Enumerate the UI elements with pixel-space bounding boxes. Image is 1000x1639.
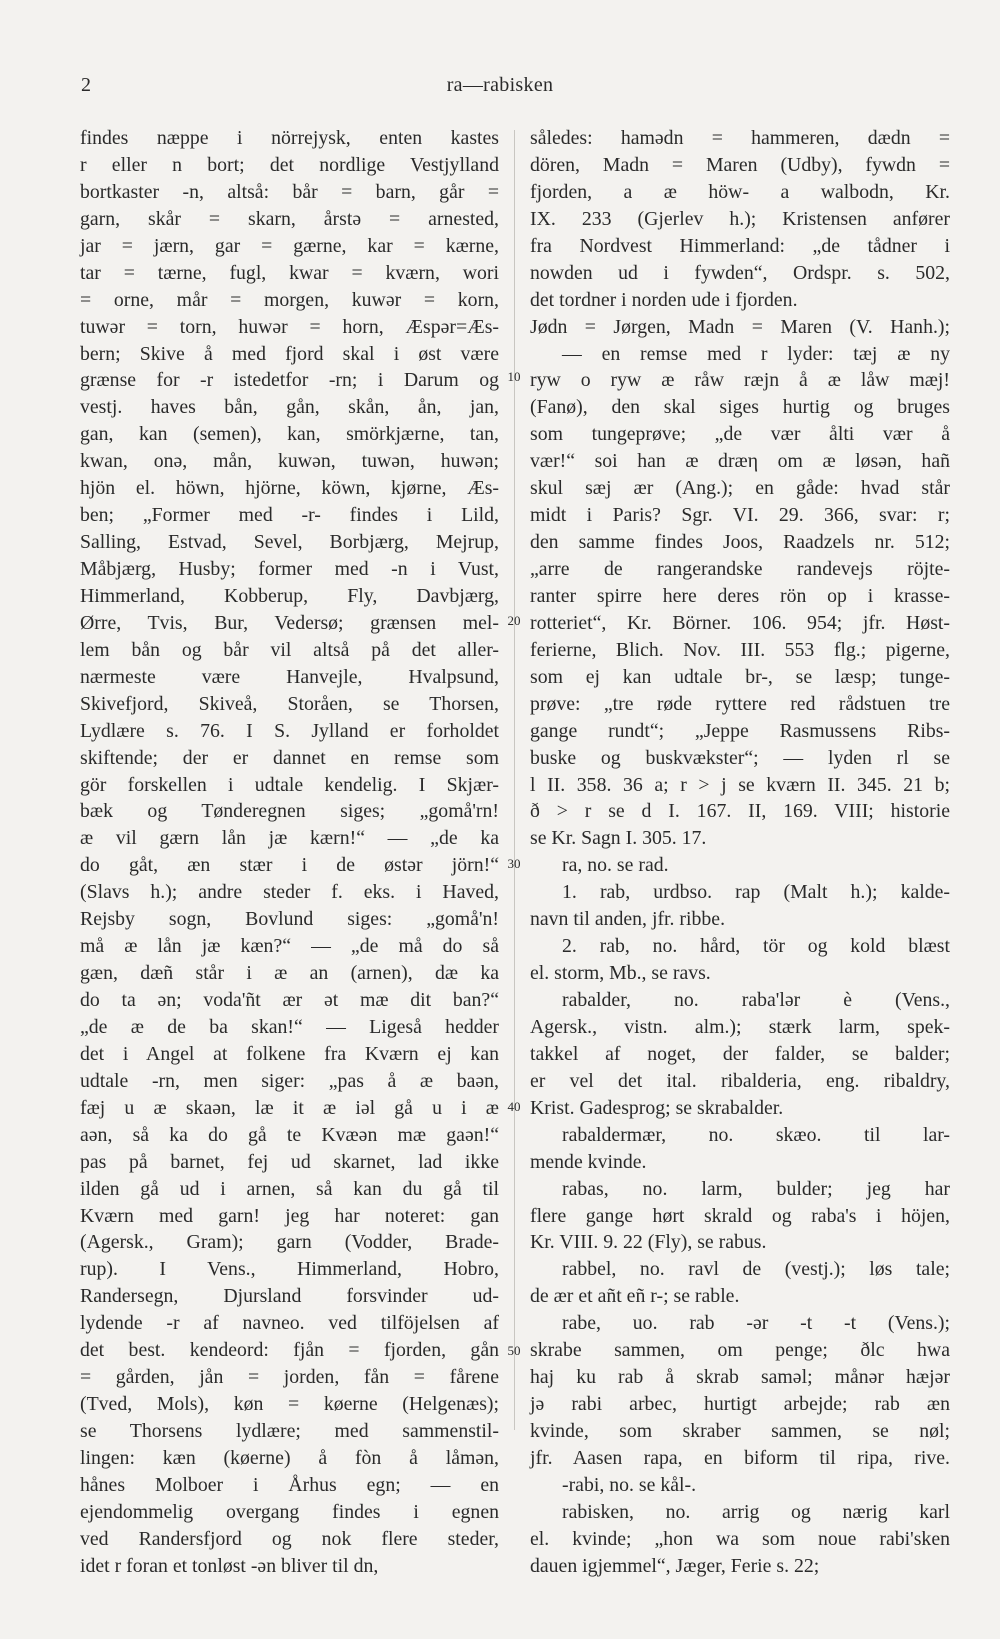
running-title: ra—rabisken bbox=[446, 74, 554, 96]
text-line: do gåt, æn stær i de østər jörn!“ bbox=[80, 854, 499, 877]
text-line: Skivefjord, Skiveå, Storåen, se Thorsen, bbox=[80, 692, 499, 715]
text-line: ranter spirre here deres rön op i krasse- bbox=[530, 584, 950, 607]
text-line: den samme findes Joos, Raadzels nr. 512; bbox=[530, 531, 950, 554]
text-line: grænse for -r istedetfor -rn; i Darum og bbox=[80, 369, 499, 392]
text-line: rabe, uo. rab -ər -t -t (Vens.); bbox=[562, 1312, 950, 1335]
text-line: haj ku rab å skrab saməl; månər hæjər bbox=[530, 1366, 950, 1389]
text-line: det i Angel at folkene fra Kværn ej kan bbox=[80, 1042, 499, 1065]
text-line: 2. rab, no. hård, tör og kold blæst bbox=[562, 935, 950, 958]
text-line: ra, no. se rad. bbox=[562, 854, 669, 877]
text-line: pas på barnet, fej ud skarnet, lad ikke bbox=[80, 1150, 499, 1173]
text-line: gæn, dæñ står i æ an (arnen), dæ ka bbox=[80, 962, 499, 985]
text-line: do ta ən; voda'ñt ær ət mæ dit ban?“ bbox=[80, 989, 499, 1011]
text-line: prøve: „tre røde ryttere red rådstuen tre bbox=[530, 692, 950, 715]
text-line: skiftende; der er dannet en remse som bbox=[80, 746, 499, 769]
text-line: vestj. haves bån, gån, skån, ån, jan, bbox=[80, 396, 499, 419]
text-line: IX. 233 (Gjerlev h.); Kristensen anfører bbox=[530, 207, 950, 230]
text-line: som tungeprøve; „de vær ålti vær å bbox=[530, 423, 950, 446]
text-line: skul sæj ær (Ang.); en gåde: hvad står bbox=[530, 477, 950, 500]
text-line: (Slavs h.); andre steder f. eks. i Haved, bbox=[80, 881, 499, 904]
text-line: vær!“ soi han æ dræη om æ løsən, hañ bbox=[530, 450, 950, 473]
text-line: Lydlære s. 76. I S. Jylland er forholdet bbox=[80, 719, 499, 742]
text-line: garn, skår = skarn, årstə = arnested, bbox=[80, 207, 499, 230]
text-line: fæj u æ skaən, læ it æ iəl gå u i æ bbox=[80, 1096, 499, 1119]
text-line: lem bån og bår vil altså på det aller- bbox=[80, 638, 499, 661]
text-line: som ej kan udtale br-, se læsp; tunge- bbox=[530, 665, 950, 688]
line-number: 10 bbox=[507, 369, 521, 384]
text-line: ved Randersfjord og nok flere steder, bbox=[80, 1527, 499, 1550]
text-line: rabalder, no. raba'lər è (Vens., bbox=[562, 989, 950, 1011]
text-line: fjorden, a æ höw- a walbodn, Kr. bbox=[530, 180, 950, 203]
line-number: 50 bbox=[507, 1343, 521, 1358]
text-line: mende kvinde. bbox=[530, 1150, 647, 1173]
text-line: ð > r se d I. 167. II, 169. VIII; historie bbox=[530, 800, 950, 823]
text-line: jə rabi arbec, hurtigt arbejde; rab æn bbox=[530, 1393, 950, 1416]
text-line: er vel det ital. ribalderia, eng. ribaldry, bbox=[530, 1069, 950, 1092]
line-number: 30 bbox=[507, 856, 521, 871]
text-line: takkel af noget, der falder, se balder; bbox=[530, 1042, 950, 1065]
text-line: Agersk., vistn. alm.); stærk larm, spek- bbox=[530, 1015, 950, 1038]
text-line: kwan, onə, mån, kuwən, tuwən, huwən; bbox=[80, 450, 499, 473]
text-line: rabaldermær, no. skæo. til lar- bbox=[562, 1123, 950, 1146]
text-line: ferierne, Blich. Nov. III. 553 flg.; pigerne, bbox=[530, 638, 950, 661]
text-line: rup). I Vens., Himmerland, Hobro, bbox=[80, 1258, 499, 1281]
text-line: hånes Molboer i Århus egn; — en bbox=[80, 1473, 499, 1496]
text-line: buske og buskvækster“; — lyden rl se bbox=[530, 746, 950, 769]
text-line: (Fanø), den skal siges hurtig og bruges bbox=[530, 396, 950, 419]
text-line: bortkaster -n, altså: bår = barn, går = bbox=[80, 180, 499, 203]
text-line: (Tved, Mols), køn = køerne (Helgenæs); bbox=[80, 1393, 499, 1416]
text-line: rotteriet“, Kr. Börner. 106. 954; jfr. Høst- bbox=[530, 611, 950, 634]
text-line: Himmerland, Kobberup, Fly, Davbjærg, bbox=[80, 584, 499, 607]
text-line: aən, så ka do gå te Kvæən mæ gaən!“ bbox=[80, 1123, 499, 1146]
text-line: r eller n bort; det nordlige Vestjylland bbox=[80, 153, 499, 176]
text-line: — en remse med r lyder: tæj æ ny bbox=[562, 342, 950, 365]
line-number: 20 bbox=[507, 613, 521, 628]
text-line: gange rundt“; „Jeppe Rasmussens Ribs- bbox=[530, 719, 950, 742]
text-line: lingen: kæn (køerne) å fòn å låmən, bbox=[80, 1446, 499, 1469]
text-line: = orne, mår = morgen, kuwər = korn, bbox=[80, 288, 499, 311]
text-line: Rejsby sogn, Bovlund siges: „gomå'n! bbox=[80, 908, 499, 931]
text-line: el. kvinde; „hon wa som noue rabi'sken bbox=[530, 1527, 950, 1550]
text-line: „de æ de ba skan!“ — Ligeså hedder bbox=[80, 1015, 499, 1038]
text-line: dören, Madn = Maren (Udby), fywdn = bbox=[530, 153, 950, 176]
text-line: det best. kendeord: fjån = fjorden, gån bbox=[80, 1339, 499, 1362]
text-line: ejendommelig overgang findes i egnen bbox=[80, 1500, 499, 1523]
text-line: el. storm, Mb., se ravs. bbox=[530, 962, 711, 985]
text-line: skrabe sammen, om penge; ðlc hwa bbox=[530, 1339, 950, 1362]
text-line: idet r foran et tonløst -ən bliver til dn, bbox=[80, 1554, 379, 1577]
text-line: ben; „Former med -r- findes i Lild, bbox=[80, 504, 499, 527]
text-line: jar = jærn, gar = gærne, kar = kærne, bbox=[80, 234, 499, 257]
column-divider bbox=[514, 130, 515, 1430]
text-line: midt i Paris? Sgr. VI. 29. 366, svar: r; bbox=[530, 504, 950, 527]
text-line: (Agersk., Gram); garn (Vodder, Brade- bbox=[80, 1231, 499, 1254]
text-line: Jødn = Jørgen, Madn = Maren (V. Hanh.); bbox=[530, 315, 950, 338]
left-column bbox=[80, 125, 499, 1580]
text-line: lydende -r af navneo. ved tilföjelsen af bbox=[80, 1312, 499, 1335]
text-line: l II. 358. 36 a; r > j se kværn II. 345. 21 b; bbox=[530, 773, 950, 796]
text-line: ryw o ryw æ råw ræjn å æ låw mæj! bbox=[530, 369, 950, 392]
text-line: se Thorsens lydlære; med sammenstil- bbox=[80, 1420, 499, 1442]
page-number: 2 bbox=[81, 74, 91, 96]
text-line: = gården, jån = jorden, fån = fårene bbox=[80, 1366, 499, 1389]
text-line: bæk og Tønderegnen siges; „gomå'rn! bbox=[80, 800, 499, 823]
text-line: æ vil gærn lån jæ kærn!“ — „de ka bbox=[80, 827, 499, 850]
text-line: de ær et añt eñ r-; se rable. bbox=[530, 1285, 740, 1308]
text-line: nowden ud i fywden“, Ordspr. s. 502, bbox=[530, 261, 950, 284]
text-line: tar = tærne, fugl, kwar = kværn, wori bbox=[80, 261, 499, 284]
text-line: findes næppe i nörrejysk, enten kastes bbox=[80, 127, 499, 149]
text-line: det tordner i norden ude i fjorden. bbox=[530, 288, 798, 311]
text-line: således: hamədn = hammeren, dædn = bbox=[530, 127, 950, 149]
text-line: se Kr. Sagn I. 305. 17. bbox=[530, 827, 707, 850]
text-line: Ørre, Tvis, Bur, Vedersø; grænsen mel- bbox=[80, 611, 499, 634]
right-column bbox=[530, 125, 950, 1580]
text-line: Måbjærg, Husby; former med -n i Vust, bbox=[80, 558, 499, 580]
text-line: kvinde, som skraber sammen, se nøl; bbox=[530, 1420, 950, 1442]
text-line: Randersegn, Djursland forsvinder ud- bbox=[80, 1285, 499, 1308]
text-line: jfr. Aasen rapa, en biform til ripa, rive. bbox=[530, 1446, 950, 1469]
text-line: rabisken, no. arrig og nærig karl bbox=[562, 1500, 950, 1523]
text-line: ilden gå ud i arnen, så kan du gå til bbox=[80, 1177, 499, 1200]
text-line: hjön el. höwn, hjörne, köwn, kjørne, Æs- bbox=[80, 477, 499, 500]
text-line: nærmeste være Hanvejle, Hvalpsund, bbox=[80, 665, 499, 688]
text-line: rabbel, no. ravl de (vestj.); løs tale; bbox=[562, 1258, 950, 1281]
text-line: navn til anden, jfr. ribbe. bbox=[530, 908, 726, 931]
text-line: må æ lån jæ kæn?“ — „de må do så bbox=[80, 935, 499, 958]
text-line: -rabi, no. se kål-. bbox=[562, 1473, 697, 1496]
text-line: 1. rab, urdbso. rap (Malt h.); kalde- bbox=[562, 881, 950, 904]
line-number: 40 bbox=[507, 1099, 521, 1114]
text-line: tuwər = torn, huwər = horn, Æspər=Æs- bbox=[80, 315, 499, 338]
text-line: flere gange hørt skrald og raba's i höjen, bbox=[530, 1204, 950, 1227]
text-line: Salling, Estvad, Sevel, Borbjærg, Mejrup, bbox=[80, 531, 499, 554]
text-line: Krist. Gadesprog; se skrabalder. bbox=[530, 1096, 784, 1119]
text-line: „arre de rangerandske randevejs röjte- bbox=[530, 558, 950, 580]
text-line: fra Nordvest Himmerland: „de tådner i bbox=[530, 234, 950, 257]
text-line: gör forskellen i udtale kendelig. I Skjær- bbox=[80, 773, 499, 796]
text-line: bern; Skive å med fjord skal i øst være bbox=[80, 342, 499, 365]
text-line: rabas, no. larm, bulder; jeg har bbox=[562, 1177, 950, 1200]
text-line: Kværn med garn! jeg har noteret: gan bbox=[80, 1204, 499, 1227]
text-line: dauen igjemmel“, Jæger, Ferie s. 22; bbox=[530, 1554, 820, 1577]
text-line: Kr. VIII. 9. 22 (Fly), se rabus. bbox=[530, 1231, 767, 1254]
text-line: gan, kan (semen), kan, smörkjærne, tan, bbox=[80, 423, 499, 446]
text-line: udtale -rn, men siger: „pas å æ baən, bbox=[80, 1069, 499, 1092]
